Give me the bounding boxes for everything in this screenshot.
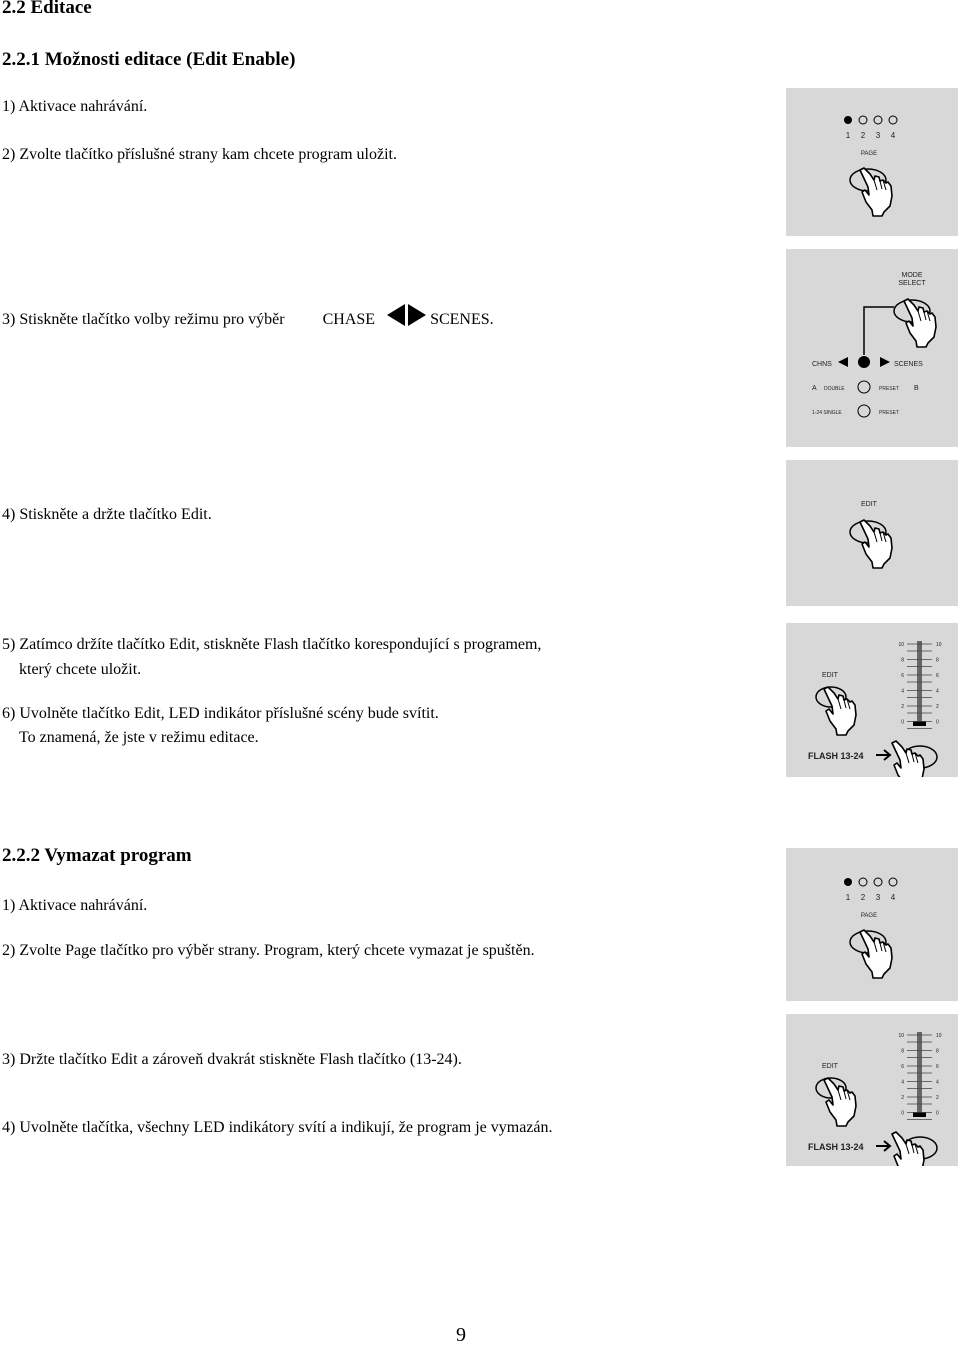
page-number-4: 4 [890,893,896,902]
subsection-title-delete-program: 2.2.2 Vymazat program [2,845,192,866]
scale-label-right: 8 [936,1048,939,1055]
b-label: B [914,385,919,392]
page-panel-figure [786,88,958,236]
scale-label-right: 2 [936,1095,939,1101]
scale-label-right: 10 [936,1033,942,1039]
scale-label-left: 10 [898,642,904,648]
a-label: A [812,385,817,392]
arrow-right-icon [876,1141,890,1151]
arrow-right-icon [876,750,890,760]
connector-line [864,307,894,355]
page-led-3 [874,116,882,124]
edit-label: EDIT [861,501,877,508]
scale-label-left: 2 [901,704,904,710]
scale-label-left: 8 [901,1048,904,1055]
page-number-2: 2 [860,893,866,902]
scale-label-left: 0 [901,719,904,726]
preset-label-2: PRESET [879,410,900,416]
scale-label-left: 4 [901,688,904,695]
mode-led [858,356,870,368]
chase-label: CHASE [322,311,376,328]
edit-label: EDIT [822,672,838,679]
scale-label-right: 6 [936,1064,939,1070]
subsection-title-edit-enable: 2.2.1 Možnosti editace (Edit Enable) [2,49,296,70]
step-3-text: 3) Stiskněte tlačítko volby režimu pro výběr [2,311,285,328]
single-led [858,405,870,417]
page-label: PAGE [860,151,878,157]
left-triangle-icon [387,304,405,326]
page-number-3: 3 [875,893,881,902]
scenes-label: SCENES [894,361,923,368]
fader-track [917,641,922,725]
left-triangle-icon [838,357,848,367]
scale-label-right: 0 [936,719,939,726]
scale-label-right: 4 [936,688,939,695]
double-label: DOUBLE [824,386,845,392]
step-5-line-2: který chcete uložit. [19,661,142,678]
section-title: 2.2 Editace [2,0,92,18]
scale-label-left: 6 [901,1064,904,1070]
page-number-3: 3 [875,131,881,140]
step-2: 2) Zvolte tlačítko příslušné strany kam chcete program uložit. [2,146,397,163]
page-number-1: 1 [845,131,851,140]
edit-button-figure [786,460,958,606]
scale-label-right: 10 [936,642,942,648]
page-number-2: 2 [860,131,866,140]
mode-label: MODE [901,272,923,279]
right-triangle-icon [880,357,890,367]
step-4: 4) Stiskněte a držte tlačítko Edit. [2,506,212,523]
delete-step-3: 3) Držte tlačítko Edit a zároveň dvakrát stiskněte Flash tlačítko (13-24). [2,1051,462,1068]
edit-flash-figure-2 [786,1014,958,1166]
double-led [858,381,870,393]
page-number-1: 1 [845,893,851,902]
scale-label-left: 8 [901,657,904,664]
scenes-label: SCENES. [430,311,494,328]
mode-select-figure [786,249,958,447]
preset-label-1: PRESET [879,386,900,392]
page-led-2 [859,878,867,886]
page-led-4 [889,116,897,124]
step-6-line-2: To znamená, že jste v režimu editace. [19,729,259,746]
scale-label-left: 10 [898,1033,904,1039]
edit-label: EDIT [822,1063,838,1070]
scale-label-right: 6 [936,673,939,679]
page-led-1 [844,116,852,124]
step-5-line-1: 5) Zatímco držíte tlačítko Edit, stiskněte Flash tlačítko korespondující s programem, [2,636,542,653]
flash-label: FLASH 13-24 [808,1142,864,1152]
delete-step-4: 4) Uvolněte tlačítka, všechny LED indikátory svítí a indikují, že program je vymazán. [2,1119,553,1136]
page-led-2 [859,116,867,124]
select-label: SELECT [898,280,926,287]
delete-step-2: 2) Zvolte Page tlačítko pro výběr strany. Program, který chcete vymazat je spuštěn. [2,942,535,959]
page-label: PAGE [860,913,878,919]
scale-label-left: 2 [901,1095,904,1101]
scale-label-right: 0 [936,1110,939,1117]
scale-label-left: 6 [901,673,904,679]
single-label: 1-24 SINGLE [812,410,842,416]
scale-label-left: 0 [901,1110,904,1117]
scale-label-left: 4 [901,1079,904,1086]
page-number: 9 [456,1324,466,1346]
delete-step-1: 1) Aktivace nahrávání. [2,897,148,914]
page-led-3 [874,878,882,886]
step-6-line-1: 6) Uvolněte tlačítko Edit, LED indikátor příslušné scény bude svítit. [2,705,439,722]
page-panel-figure-2 [786,848,958,1001]
edit-flash-figure-1 [786,623,958,777]
right-triangle-icon [408,304,426,326]
page-led-4 [889,878,897,886]
chns-label: CHNS [812,361,832,368]
scale-label-right: 8 [936,657,939,664]
step-1: 1) Aktivace nahrávání. [2,98,148,115]
flash-label: FLASH 13-24 [808,751,864,761]
page-number-4: 4 [890,131,896,140]
page-led-1 [844,878,852,886]
step-3 [2,304,494,329]
fader-track [917,1032,922,1116]
scale-label-right: 2 [936,704,939,710]
scale-label-right: 4 [936,1079,939,1086]
